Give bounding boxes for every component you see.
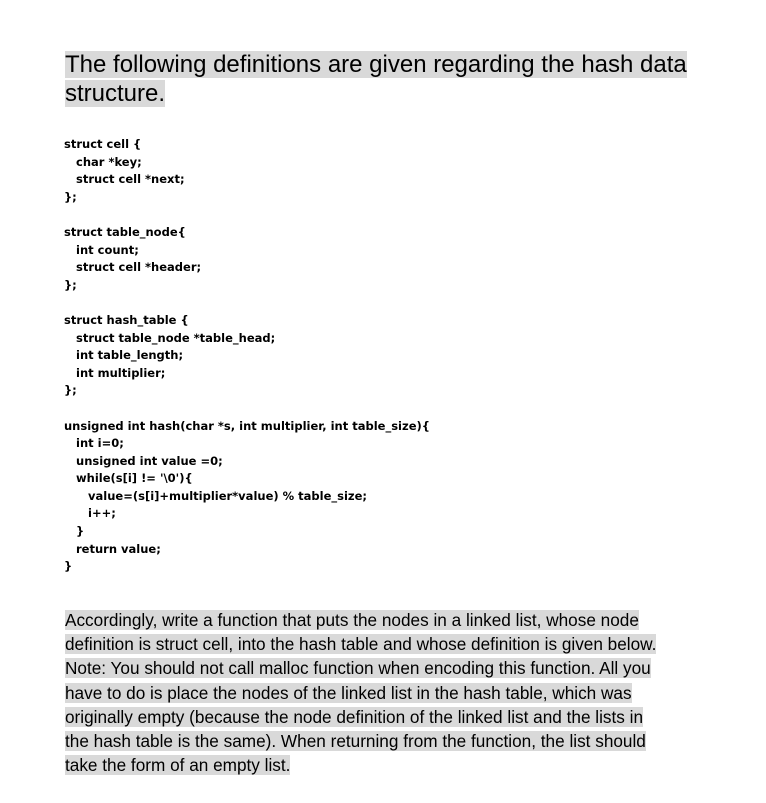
paragraph-line: Note: You should not call malloc function when encoding this function. All you: [65, 658, 651, 679]
code-block: [64, 136, 430, 576]
code-line: struct cell {: [64, 137, 142, 151]
code-line: struct hash_table {: [64, 312, 189, 327]
code-line: struct cell *header;: [64, 260, 202, 275]
code-line: };: [64, 277, 77, 292]
task-description: [65, 608, 705, 777]
code-line: value=(s[i]+multiplier*value) % table_size;: [64, 488, 368, 503]
code-line: }: [64, 559, 73, 574]
code-line: int i=0;: [64, 436, 124, 451]
code-line: struct table_node{: [64, 224, 186, 239]
code-line: i++;: [64, 506, 116, 521]
code-line: [64, 400, 430, 418]
code-line: [64, 206, 430, 224]
code-line: unsigned int hash(char *s, int multiplier, int table_size){: [64, 418, 430, 433]
question-heading: [65, 50, 705, 108]
paragraph-line: the hash table is the same). When returning from the function, the list should: [65, 731, 646, 752]
code-line: };: [64, 383, 77, 398]
paragraph-line: Accordingly, write a function that puts the nodes in a linked list, whose node: [65, 610, 639, 630]
code-line: int table_length;: [64, 348, 184, 363]
paragraph-line: definition is struct cell, into the hash table and whose definition is given below.: [65, 634, 657, 655]
code-line: [64, 294, 430, 312]
code-line: }: [64, 524, 85, 539]
heading-line-2: structure.: [65, 80, 166, 107]
code-line: char *key;: [64, 154, 142, 169]
code-line: int multiplier;: [64, 365, 166, 380]
code-line: while(s[i] != '\0'){: [64, 471, 193, 486]
paragraph-line: originally empty (because the node definition of the linked list and the lists in: [65, 706, 644, 727]
paragraph-line: take the form of an empty list.: [65, 755, 291, 776]
paragraph-line: have to do is place the nodes of the linked list in the hash table, which was: [65, 682, 632, 703]
code-line: struct table_node *table_head;: [64, 330, 276, 345]
code-line: unsigned int value =0;: [64, 453, 223, 468]
code-line: struct cell *next;: [64, 172, 185, 187]
heading-line-1: The following definitions are given regarding the hash data: [65, 51, 687, 78]
code-line: };: [64, 189, 77, 204]
code-line: return value;: [64, 541, 161, 556]
code-line: int count;: [64, 242, 139, 257]
